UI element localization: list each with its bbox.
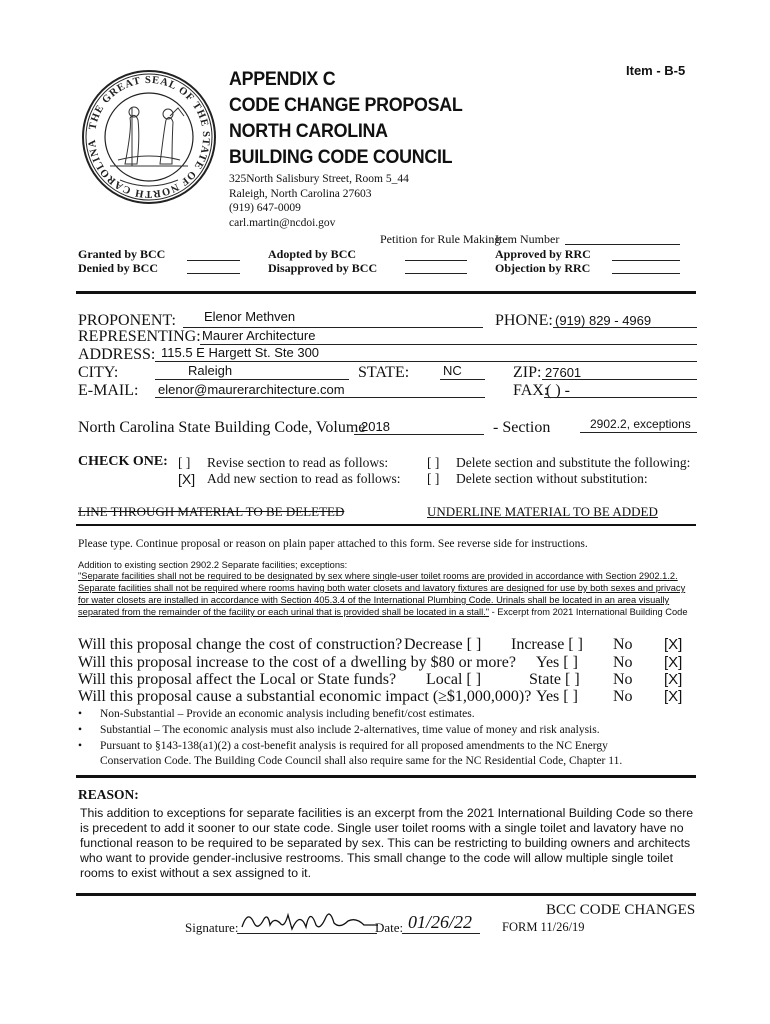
option-add-new: Add new section to read as follows: xyxy=(207,471,401,486)
petition-label: Petition for Rule Making xyxy=(380,232,501,246)
city-label: CITY: xyxy=(78,364,119,381)
bullet-dot: • xyxy=(78,724,83,736)
legend-deleted: LINE THROUGH MATERIAL TO BE DELETED xyxy=(78,504,345,519)
item-label: Item - B-5 xyxy=(626,63,686,78)
signature-image xyxy=(240,905,380,941)
divider xyxy=(76,893,696,896)
checkbox-revise[interactable]: [ ] xyxy=(178,455,191,470)
legend-added: UNDERLINE MATERIAL TO BE ADDED xyxy=(427,504,658,519)
checkbox-delete-only[interactable]: [ ] xyxy=(427,471,440,486)
phone-field[interactable]: (919) 829 - 4969 xyxy=(555,313,652,328)
granted-label: Granted by BCC xyxy=(78,247,166,261)
title-line-4: BUILDING CODE COUNCIL xyxy=(229,147,453,168)
bullet-non-substantial: Non-Substantial – Provide an economic analysis including benefit/cost estimates. xyxy=(100,708,475,720)
checkbox-delete-substitute[interactable]: [ ] xyxy=(427,455,440,470)
zip-field[interactable]: 27601 xyxy=(545,365,582,380)
address-field[interactable]: 115.5 E Hargett St. Ste 300 xyxy=(161,345,320,360)
title-line-1: APPENDIX C xyxy=(229,69,336,90)
option-delete-only: Delete section without substitution: xyxy=(456,471,648,486)
council-address-1: 325North Salisbury Street, Room 5_44 xyxy=(229,173,409,185)
bullet-pursuant: Pursuant to §143-138(a1)(2) a cost-benefit analysis is required for all proposed amendments to the NC Energy xyxy=(100,740,608,752)
zip-label: ZIP: xyxy=(513,364,542,381)
divider xyxy=(76,524,696,526)
option-revise: Revise section to read as follows: xyxy=(207,455,389,470)
q4-no-checkbox[interactable]: [X] xyxy=(664,688,683,705)
representing-label: REPRESENTING: xyxy=(78,328,201,345)
date-label: Date: xyxy=(375,920,404,935)
code-volume-label: North Carolina State Building Code, Volume xyxy=(78,419,366,436)
q1-no-label: No xyxy=(613,636,633,653)
adopted-label: Adopted by BCC xyxy=(268,247,357,261)
q1-decrease[interactable]: Decrease [ ] xyxy=(404,636,482,653)
denied-label: Denied by BCC xyxy=(78,261,159,275)
nc-seal-icon xyxy=(80,68,218,206)
email-field[interactable]: elenor@maurerarchitecture.com xyxy=(158,382,345,397)
divider xyxy=(76,291,696,294)
proponent-label: PROPONENT: xyxy=(78,312,176,329)
q2-no-label: No xyxy=(613,654,633,671)
q4-no-label: No xyxy=(613,688,633,705)
bullet-dot: • xyxy=(78,708,83,720)
proposal-intro: Addition to existing section 2902.2 Separate facilities; exceptions: xyxy=(78,560,348,570)
bullet-substantial: Substantial – The economic analysis must also include 2-alternatives, time value of money and risk analysis. xyxy=(100,724,600,736)
reason-label: REASON: xyxy=(78,787,139,802)
email-label: E-MAIL: xyxy=(78,382,139,399)
question-2: Will this proposal increase to the cost of a dwelling by $80 or more? xyxy=(78,654,516,671)
signature-label: Signature: xyxy=(185,920,239,935)
q3-local[interactable]: Local [ ] xyxy=(426,671,482,688)
reason-text: This addition to exceptions for separate facilities is an excerpt from the 2021 International Building Code so there is precedent to add it sooner to our state code. Single user toilet rooms with a single toilet and lavatory have no functional reason to be required to be separated by sex. This can be restricting to building owners and architects who want to provide gender-inclusive restrooms. This small change to the code will allow multiple single toilet rooms to exist without a sex assigned to it. xyxy=(80,806,694,880)
divider xyxy=(76,775,696,778)
proposal-source: - Excerpt from 2021 International Building Code xyxy=(489,607,688,617)
q1-no-checkbox[interactable]: [X] xyxy=(664,636,683,653)
question-1: Will this proposal change the cost of construction? xyxy=(78,636,403,653)
section-label: - Section xyxy=(493,419,551,436)
q3-state[interactable]: State [ ] xyxy=(529,671,580,688)
bcc-code-changes: BCC CODE CHANGES xyxy=(546,902,696,918)
fax-field[interactable]: ( ) - xyxy=(546,382,570,399)
city-field[interactable]: Raleigh xyxy=(188,363,233,378)
svg-text:THE GREAT SEAL OF THE STATE OF: THE GREAT SEAL OF THE STATE OF NORTH CAROLINA xyxy=(86,74,212,200)
proposal-line-3: for water closets are installed in accordance with Section 405.3.4 of the International Plumbing Code. Urinals shall be located in an area visually xyxy=(78,595,670,605)
proposal-last-underlined: separated from the remainder of the facility or each urinal that is provided shall be located in a stall." xyxy=(78,607,490,617)
bullet-dot: • xyxy=(78,740,83,752)
question-4: Will this proposal cause a substantial economic impact (≥$1,000,000)? xyxy=(78,688,532,705)
instructions: Please type. Continue proposal or reason on plain paper attached to this form. See reverse side for instructions. xyxy=(78,538,588,550)
disapproved-label: Disapproved by BCC xyxy=(268,261,378,275)
q2-yes[interactable]: Yes [ ] xyxy=(536,654,578,671)
address-label: ADDRESS: xyxy=(78,346,156,363)
title-line-3: NORTH CAROLINA xyxy=(229,121,388,142)
state-field[interactable]: NC xyxy=(443,363,462,378)
q3-no-label: No xyxy=(613,671,633,688)
form-date: FORM 11/26/19 xyxy=(502,920,585,934)
volume-field[interactable]: 2018 xyxy=(361,419,390,434)
proposal-line-4 xyxy=(78,607,688,619)
phone-label: PHONE: xyxy=(495,312,553,329)
objection-rrc-label: Objection by RRC xyxy=(495,261,591,275)
section-field[interactable]: 2902.2, exceptions xyxy=(590,417,691,431)
date-field[interactable]: 01/26/22 xyxy=(408,912,473,932)
council-phone: (919) 647-0009 xyxy=(229,202,301,214)
check-one-label: CHECK ONE: xyxy=(78,454,168,469)
council-email: carl.martin@ncdoi.gov xyxy=(229,217,336,229)
bullet-pursuant-cont: Conservation Code. The Building Code Council shall also require same for the NC Residential Code, Chapter 11. xyxy=(100,755,623,767)
q4-yes[interactable]: Yes [ ] xyxy=(536,688,578,705)
representing-field[interactable]: Maurer Architecture xyxy=(202,328,316,343)
q3-no-checkbox[interactable]: [X] xyxy=(664,671,683,688)
title-line-2: CODE CHANGE PROPOSAL xyxy=(229,95,463,116)
fax-label: FAX: xyxy=(513,382,549,399)
q2-no-checkbox[interactable]: [X] xyxy=(664,654,683,671)
checkbox-add-new[interactable]: [X] xyxy=(178,471,196,487)
proposal-line-1: "Separate facilities shall not be required to be designated by sex where single-user toilet rooms are provided in accordance with Section 2902.1.2. xyxy=(78,571,678,581)
proponent-field[interactable]: Elenor Methven xyxy=(204,309,296,324)
item-number-label: Item Number xyxy=(495,232,560,246)
q1-increase[interactable]: Increase [ ] xyxy=(511,636,583,653)
proposal-line-2: Separate facilities shall not be required where rooms having both water closets and lavatory fixtures are designed for use by both sexes and privacy xyxy=(78,583,686,593)
council-address-2: Raleigh, North Carolina 27603 xyxy=(229,188,372,200)
option-delete-substitute: Delete section and substitute the following: xyxy=(456,455,691,470)
question-3: Will this proposal affect the Local or State funds? xyxy=(78,671,397,688)
approved-rrc-label: Approved by RRC xyxy=(495,247,591,261)
state-label: STATE: xyxy=(358,364,410,381)
